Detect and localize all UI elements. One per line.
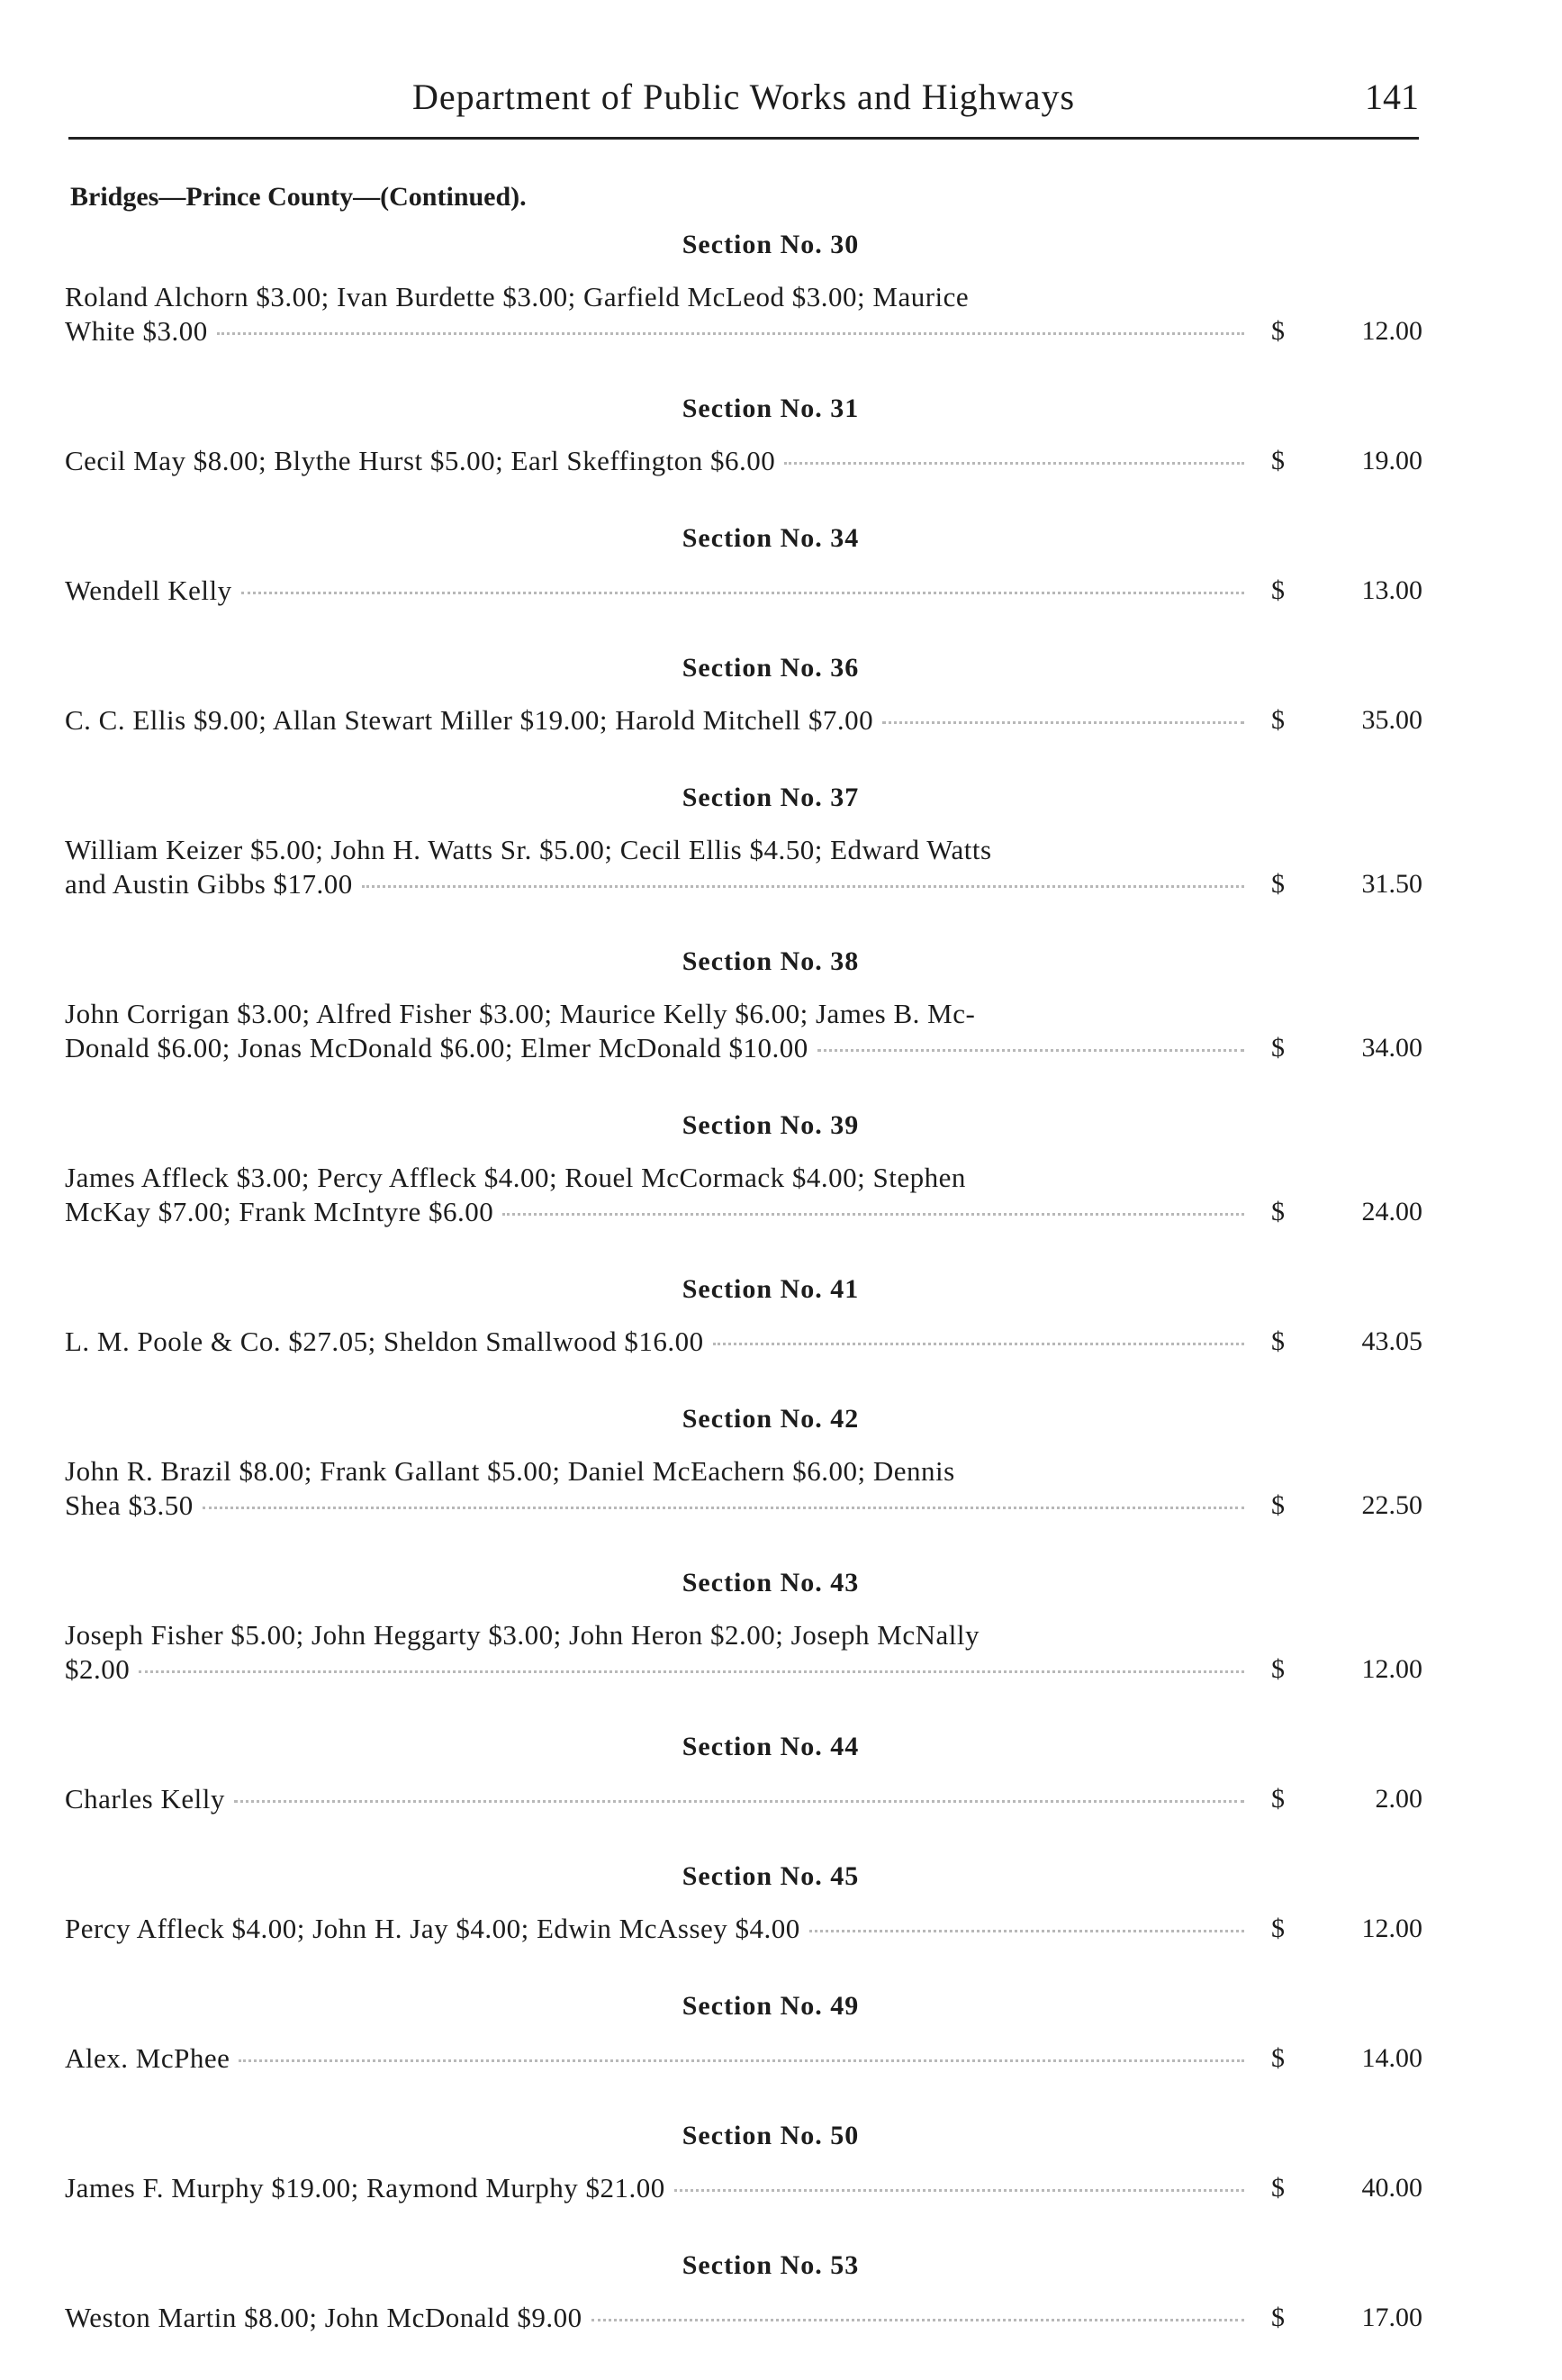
section-title: Section No. 49 — [682, 1991, 860, 2021]
entry-text — [65, 833, 1244, 901]
dot-leader — [139, 1670, 1244, 1673]
entry-text — [65, 1161, 1244, 1229]
section-entry — [65, 703, 1422, 738]
dot-leader — [362, 885, 1244, 888]
entry-text — [65, 1325, 1244, 1359]
currency-symbol: $ — [1271, 1784, 1285, 1814]
entry-amount: 34.00 — [1361, 1033, 1422, 1063]
continued-heading: Bridges—Prince County—(Continued). — [70, 182, 527, 212]
entry-last-line-text: Donald $6.00; Jonas McDonald $6.00; Elmer McDonald $10.00 — [65, 1032, 808, 1063]
section-block — [65, 1991, 1422, 2076]
section-entry — [65, 2301, 1422, 2335]
entry-text — [65, 1618, 1244, 1687]
entry-text — [65, 2171, 1244, 2205]
section-title: Section No. 38 — [682, 946, 860, 976]
entry-last-line — [65, 1652, 1244, 1687]
entry-amount: 24.00 — [1361, 1197, 1422, 1226]
currency-symbol: $ — [1271, 1654, 1285, 1684]
entry-first-line: William Keizer $5.00; John H. Watts Sr. $5.00; Cecil Ellis $4.50; Edward Watts — [65, 834, 992, 865]
section-block — [65, 2121, 1422, 2205]
entry-last-line — [65, 444, 1244, 478]
section-block — [65, 1568, 1422, 1687]
section-title: Section No. 53 — [682, 2250, 860, 2280]
entry-amount: 31.50 — [1361, 869, 1422, 899]
entry-last-line — [65, 2171, 1244, 2205]
dot-leader — [809, 1930, 1244, 1932]
dot-leader — [817, 1049, 1244, 1052]
entry-amount: 22.50 — [1361, 1490, 1422, 1520]
section-title: Section No. 36 — [682, 653, 860, 683]
entry-text — [65, 2301, 1244, 2335]
entry-last-line — [65, 574, 1244, 608]
entry-last-line — [65, 703, 1244, 738]
dot-leader — [784, 462, 1244, 465]
currency-symbol: $ — [1271, 446, 1285, 475]
entry-last-line — [65, 1489, 1244, 1523]
currency-symbol: $ — [1271, 2303, 1285, 2332]
currency-symbol: $ — [1271, 575, 1285, 605]
entry-last-line-text: Wendell Kelly — [65, 575, 232, 606]
entry-amount: 40.00 — [1361, 2173, 1422, 2203]
dot-leader — [674, 2189, 1244, 2192]
dot-leader — [217, 332, 1244, 335]
section-title: Section No. 50 — [682, 2121, 860, 2150]
entry-last-line-text: L. M. Poole & Co. $27.05; Sheldon Smallwood $16.00 — [65, 1326, 704, 1357]
entry-text — [65, 280, 1244, 348]
entry-last-line-text: C. C. Ellis $9.00; Allan Stewart Miller $19.00; Harold Mitchell $7.00 — [65, 704, 874, 736]
currency-symbol: $ — [1271, 1326, 1285, 1356]
section-title: Section No. 43 — [682, 1568, 860, 1597]
section-title: Section No. 41 — [682, 1274, 860, 1304]
entry-last-line-text: James F. Murphy $19.00; Raymond Murphy $21.00 — [65, 2172, 665, 2204]
section-entry — [65, 444, 1422, 478]
dot-leader — [241, 592, 1244, 594]
entry-text — [65, 1782, 1244, 1816]
dot-leader — [591, 2319, 1244, 2321]
entry-amount: 17.00 — [1361, 2303, 1422, 2332]
section-entry — [65, 574, 1422, 608]
entry-amount: 43.05 — [1361, 1326, 1422, 1356]
dot-leader — [882, 721, 1244, 724]
currency-symbol: $ — [1271, 1033, 1285, 1063]
currency-symbol: $ — [1271, 316, 1285, 346]
section-entry — [65, 1912, 1422, 1946]
entry-last-line-text: Alex. McPhee — [65, 2042, 230, 2074]
entry-amount: 12.00 — [1361, 1914, 1422, 1943]
entry-amount: 12.00 — [1361, 316, 1422, 346]
entry-first-line: John Corrigan $3.00; Alfred Fisher $3.00; Maurice Kelly $6.00; James B. Mc- — [65, 998, 976, 1029]
header-rule — [68, 137, 1419, 140]
entry-first-line: James Affleck $3.00; Percy Affleck $4.00; Rouel McCormack $4.00; Stephen — [65, 1162, 966, 1193]
header-title: Department of Public Works and Highways — [411, 77, 1076, 117]
currency-symbol: $ — [1271, 869, 1285, 899]
section-block — [65, 1861, 1422, 1946]
entry-last-line — [65, 1912, 1244, 1946]
section-block — [65, 1274, 1422, 1359]
entry-last-line-text: Weston Martin $8.00; John McDonald $9.00 — [65, 2302, 582, 2333]
dot-leader — [234, 1800, 1244, 1803]
entry-amount: 19.00 — [1361, 446, 1422, 475]
section-title: Section No. 42 — [682, 1404, 860, 1434]
entry-last-line-text: McKay $7.00; Frank McIntyre $6.00 — [65, 1196, 494, 1227]
section-block — [65, 523, 1422, 608]
section-title: Section No. 39 — [682, 1110, 860, 1140]
section-entry — [65, 833, 1422, 901]
section-list — [65, 230, 1422, 2380]
entry-amount: 35.00 — [1361, 705, 1422, 735]
entry-last-line-text: Charles Kelly — [65, 1783, 225, 1814]
entry-last-line-text: Shea $3.50 — [65, 1489, 194, 1521]
page-number: 141 — [1365, 77, 1419, 117]
section-entry — [65, 1161, 1422, 1229]
entry-text — [65, 1912, 1244, 1946]
entry-last-line-text: Cecil May $8.00; Blythe Hurst $5.00; Earl Skeffington $6.00 — [65, 445, 776, 476]
entry-last-line — [65, 867, 1244, 901]
entry-last-line-text: Percy Affleck $4.00; John H. Jay $4.00; Edwin McAssey $4.00 — [65, 1913, 800, 1944]
section-title: Section No. 45 — [682, 1861, 860, 1891]
dot-leader — [713, 1343, 1244, 1345]
entry-first-line: John R. Brazil $8.00; Frank Gallant $5.00; Daniel McEachern $6.00; Dennis — [65, 1455, 955, 1487]
entry-amount: 12.00 — [1361, 1654, 1422, 1684]
entry-last-line — [65, 1325, 1244, 1359]
entry-last-line — [65, 1031, 1244, 1065]
currency-symbol: $ — [1271, 1197, 1285, 1226]
entry-text — [65, 703, 1244, 738]
entry-text — [65, 2041, 1244, 2076]
entry-amount: 2.00 — [1375, 1784, 1422, 1814]
section-block — [65, 230, 1422, 348]
section-entry — [65, 997, 1422, 1065]
section-block — [65, 394, 1422, 478]
currency-symbol: $ — [1271, 1490, 1285, 1520]
section-block — [65, 783, 1422, 901]
entry-text — [65, 444, 1244, 478]
entry-amount: 13.00 — [1361, 575, 1422, 605]
entry-first-line: Joseph Fisher $5.00; John Heggarty $3.00; John Heron $2.00; Joseph McNally — [65, 1619, 980, 1651]
entry-last-line — [65, 2301, 1244, 2335]
entry-amount: 14.00 — [1361, 2043, 1422, 2073]
entry-text — [65, 574, 1244, 608]
section-block — [65, 946, 1422, 1065]
entry-last-line — [65, 2041, 1244, 2076]
section-entry — [65, 1618, 1422, 1687]
entry-text — [65, 1454, 1244, 1523]
entry-last-line — [65, 1195, 1244, 1229]
section-title: Section No. 30 — [682, 230, 860, 259]
section-entry — [65, 1782, 1422, 1816]
section-entry — [65, 1454, 1422, 1523]
currency-symbol: $ — [1271, 2173, 1285, 2203]
dot-leader — [502, 1213, 1244, 1216]
section-title: Section No. 37 — [682, 783, 860, 812]
section-title: Section No. 34 — [682, 523, 860, 553]
entry-last-line — [65, 314, 1244, 348]
entry-last-line-text: and Austin Gibbs $17.00 — [65, 868, 353, 900]
entry-text — [65, 997, 1244, 1065]
currency-symbol: $ — [1271, 705, 1285, 735]
section-block — [65, 653, 1422, 738]
section-block — [65, 1110, 1422, 1229]
section-entry — [65, 2171, 1422, 2205]
section-block — [65, 1732, 1422, 1816]
section-entry — [65, 280, 1422, 348]
currency-symbol: $ — [1271, 2043, 1285, 2073]
section-title: Section No. 44 — [682, 1732, 860, 1761]
currency-symbol: $ — [1271, 1914, 1285, 1943]
page-header — [68, 72, 1419, 135]
dot-leader — [239, 2059, 1244, 2062]
dot-leader — [203, 1507, 1244, 1509]
section-entry — [65, 2041, 1422, 2076]
section-entry — [65, 1325, 1422, 1359]
entry-last-line — [65, 1782, 1244, 1816]
section-title: Section No. 31 — [682, 394, 860, 423]
section-block — [65, 2250, 1422, 2335]
entry-last-line-text: White $3.00 — [65, 315, 208, 347]
entry-last-line-text: $2.00 — [65, 1653, 131, 1685]
entry-first-line: Roland Alchorn $3.00; Ivan Burdette $3.00; Garfield McLeod $3.00; Maurice — [65, 281, 970, 312]
section-block — [65, 1404, 1422, 1523]
